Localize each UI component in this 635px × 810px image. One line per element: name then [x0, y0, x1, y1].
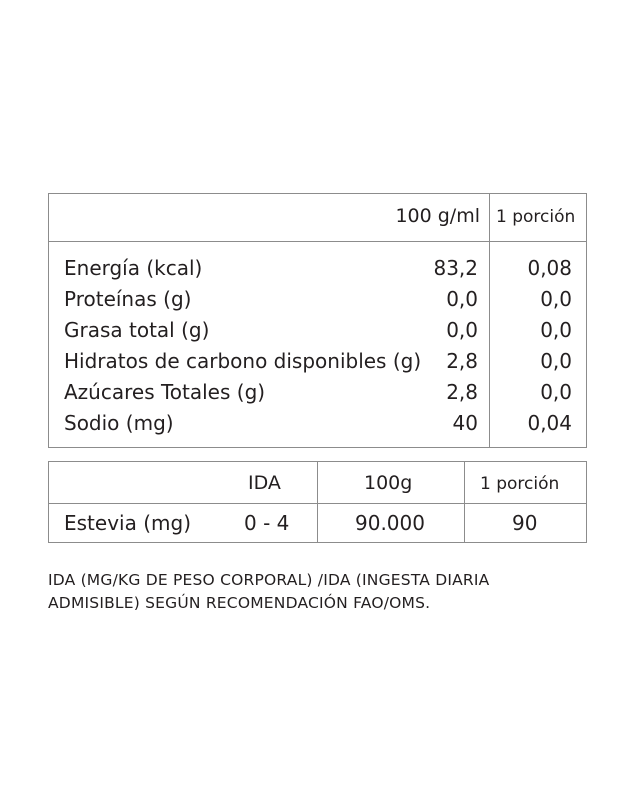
- nutrition-row-label-carbs: Hidratos de carbono disponibles (g): [64, 349, 422, 373]
- footnote-line-1: IDA (MG/KG DE PESO CORPORAL) /IDA (INGESTA DIARIA: [48, 571, 490, 589]
- nutrition-row-label-fat: Grasa total (g): [64, 318, 210, 342]
- nutrition-row-label-protein: Proteínas (g): [64, 287, 192, 311]
- nutrition-row-portion-protein: 0,0: [540, 287, 572, 311]
- nutrition-table-header-divider: [48, 241, 587, 242]
- sweetener-row-per100: 90.000: [355, 511, 425, 535]
- nutrition-header-per100: 100 g/ml: [395, 205, 480, 227]
- nutrition-row-portion-energy: 0,08: [527, 256, 572, 280]
- nutrition-row-per100-carbs: 2,8: [446, 349, 478, 373]
- sweetener-row-ida: 0 - 4: [244, 511, 290, 535]
- nutrition-row-per100-fat: 0,0: [446, 318, 478, 342]
- sweetener-row-label: Estevia (mg): [64, 511, 191, 535]
- nutrition-row-portion-carbs: 0,0: [540, 349, 572, 373]
- nutrition-row-portion-sugars: 0,0: [540, 380, 572, 404]
- sweetener-header-per-portion: 1 porción: [480, 474, 560, 494]
- nutrition-header-per-portion: 1 porción: [496, 207, 576, 227]
- sweetener-table-column-divider-2: [464, 461, 465, 543]
- sweetener-table-column-divider-1: [317, 461, 318, 543]
- nutrition-table-column-divider: [489, 193, 490, 448]
- nutrition-row-portion-fat: 0,0: [540, 318, 572, 342]
- nutrition-row-label-sugars: Azúcares Totales (g): [64, 380, 266, 404]
- nutrition-row-portion-sodium: 0,04: [527, 411, 572, 435]
- nutrition-row-label-energy: Energía (kcal): [64, 256, 203, 280]
- sweetener-header-ida: IDA: [248, 472, 281, 494]
- nutrition-row-per100-sugars: 2,8: [446, 380, 478, 404]
- nutrition-row-label-sodium: Sodio (mg): [64, 411, 174, 435]
- nutrition-row-per100-sodium: 40: [452, 411, 478, 435]
- sweetener-row-per-portion: 90: [512, 511, 538, 535]
- footnote-line-2: ADMISIBLE) SEGÚN RECOMENDACIÓN FAO/OMS.: [48, 594, 431, 612]
- nutrition-row-per100-protein: 0,0: [446, 287, 478, 311]
- nutrition-row-per100-energy: 83,2: [433, 256, 478, 280]
- sweetener-header-per100: 100g: [364, 472, 413, 494]
